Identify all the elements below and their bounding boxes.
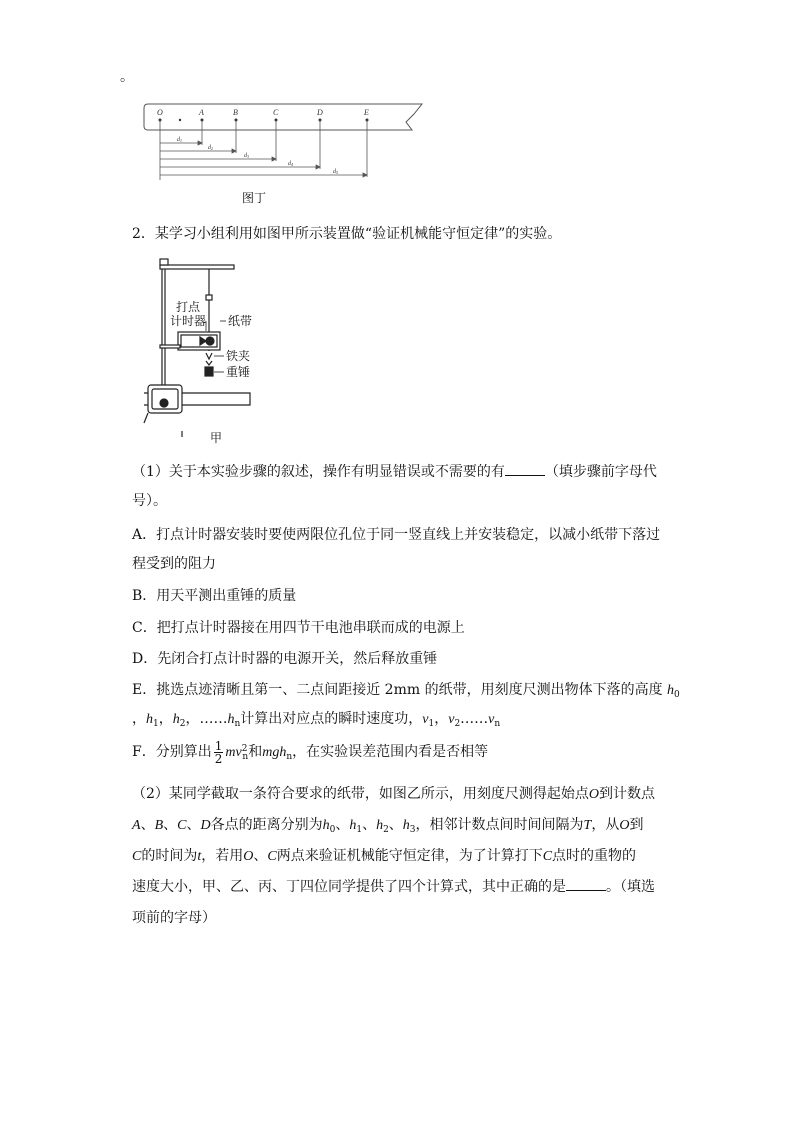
- tape-caption: 图丁: [242, 191, 267, 205]
- fraction-one-half: $\frac{1}{2}$: [214, 738, 223, 766]
- option-c: C．把打点计时器接在用四节干电池串联而成的电源上: [132, 620, 465, 636]
- tape-dot-extra: [179, 119, 181, 121]
- apparatus-figure: [140, 255, 280, 445]
- part1-line2: 号）。: [132, 493, 167, 509]
- part2-line5: 项前的字母）: [132, 910, 216, 926]
- answer-blank-1[interactable]: [505, 462, 545, 476]
- label-timer-line1: 打点: [176, 300, 201, 314]
- tape-label-D: D: [317, 108, 323, 117]
- tape-label-O: O: [157, 108, 163, 117]
- label-timer-line2: 计时器: [170, 314, 207, 328]
- part1-line1: （1）关于本实验步骤的叙述，操作有明显错误或不需要的有 （填步骤前字母代: [132, 464, 657, 480]
- option-b: B．用天平测出重锤的质量: [132, 588, 297, 604]
- tape-strip: [144, 104, 422, 130]
- part2-line2: A、B、C、D各点的距离分别为$h_0$、$h_1$、$h_2$、$h_3$，相邻计数点间时间间隔为T，从O到: [132, 817, 644, 835]
- answer-blank-2[interactable]: [566, 877, 606, 891]
- option-f: F．分别算出 $\frac{1}{2}$ $mv^2_n$和mgh$_n$，在实验误差范围内看是否相等: [132, 738, 489, 766]
- part2-line4: 速度大小，甲、乙、丙、丁四位同学提供了四个计算式，其中正确的是 。（填选: [132, 879, 655, 895]
- tape-label-B: B: [233, 108, 238, 117]
- option-e-line2: ，$h_1$，$h_2$，$\dots\dots h_n$计算出对应点的瞬时速度功，$v_1$，$v_2\dots\dots v_n$: [132, 711, 501, 729]
- tape-figure: [140, 100, 430, 210]
- trailing-period: 。: [120, 69, 134, 85]
- tape-dist-1: d1: [177, 137, 182, 143]
- apparatus-caption: 甲: [210, 431, 223, 445]
- label-weight: 重锤: [226, 365, 251, 379]
- tape-dist-3: d3: [244, 153, 249, 159]
- part2-line3: C的时间为t，若用O、C两点来验证机械能守恒定律，为了计算打下C点时的重物的: [132, 848, 637, 864]
- tape-dist-4: d4: [288, 161, 293, 167]
- label-tape: 纸带: [228, 314, 253, 328]
- label-clip: 铁夹: [226, 349, 251, 363]
- option-e-line1: E．挑选点迹清晰且第一、二点间距接近 2mm 的纸带，用刻度尺测出物体下落的高度 $h_0$: [132, 682, 680, 700]
- option-d: D．先闭合打点计时器的电源开关，然后释放重锤: [132, 651, 438, 667]
- option-a-line1: A．打点计时器安装时要使两限位孔位于同一竖直线上并安装稳定，以减小纸带下落过: [132, 527, 661, 543]
- q2-title: 2．某学习小组利用如图甲所示装置做“验证机械能守恒定律”的实验。: [132, 226, 562, 242]
- tape-dist-2: d2: [208, 145, 213, 151]
- tape-label-C: C: [273, 108, 279, 117]
- tape-dist-5: d5: [333, 169, 338, 175]
- tape-label-E: E: [364, 108, 369, 117]
- part2-line1: （2）某同学截取一条符合要求的纸带，如图乙所示，用刻度尺测得起始点O到计数点: [132, 786, 656, 802]
- option-a-line2: 程受到的阻力: [132, 556, 216, 572]
- tape-label-A: A: [199, 108, 204, 117]
